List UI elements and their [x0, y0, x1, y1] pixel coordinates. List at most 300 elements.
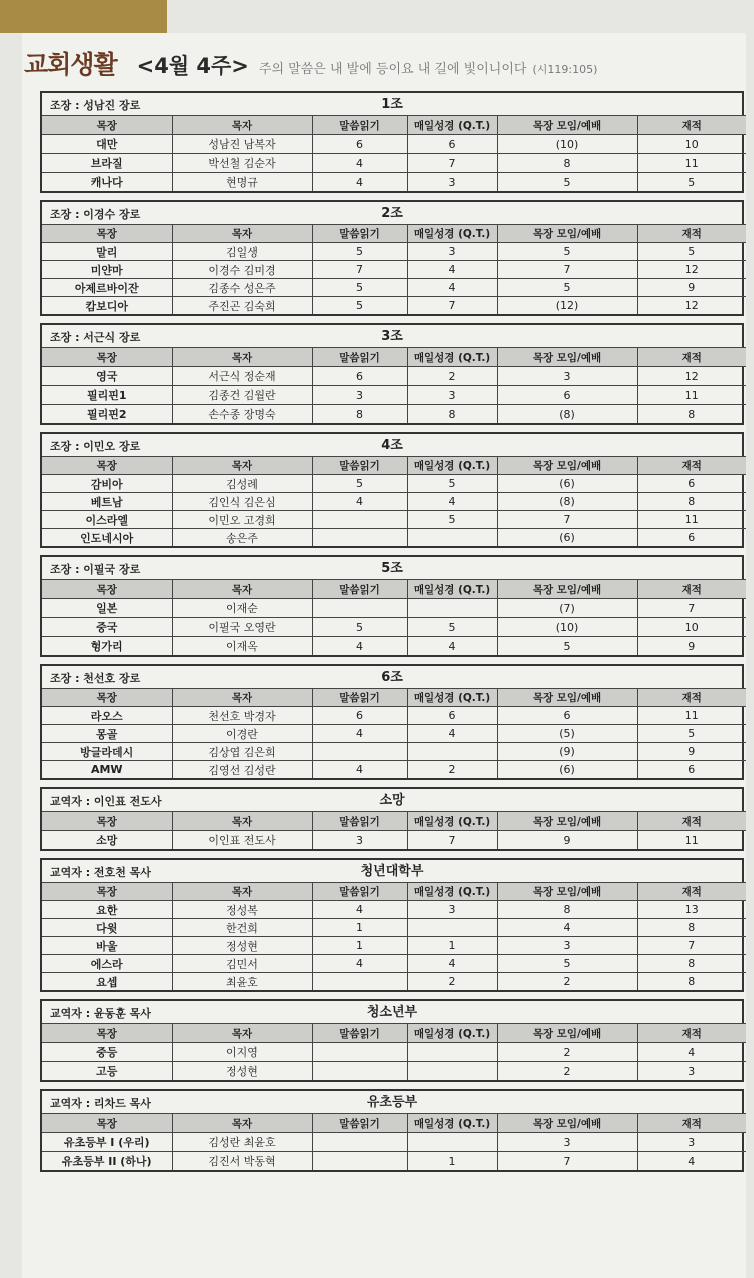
group-section: [40, 200, 744, 316]
table-header-row: [42, 580, 746, 599]
column-header: 목자: [172, 1114, 312, 1133]
column-header: 목자: [172, 812, 312, 831]
table-cell: 성남진 남복자: [172, 135, 312, 154]
table-cell: 4: [312, 725, 407, 743]
column-header: 목장: [42, 1114, 172, 1133]
table-cell: 2: [497, 1062, 637, 1081]
column-header: 목장: [42, 580, 172, 599]
group-header: [42, 666, 742, 688]
table-row: [42, 901, 746, 919]
column-header: 목자: [172, 116, 312, 135]
table-cell: 정성현: [172, 937, 312, 955]
table-cell: (10): [497, 135, 637, 154]
table-cell: 5: [407, 511, 497, 529]
table-header-row: [42, 225, 746, 243]
table-cell: 김인식 김은심: [172, 493, 312, 511]
table-cell: 이인표 전도사: [172, 831, 312, 850]
table-cell: [407, 599, 497, 618]
table-cell: 소망: [42, 831, 172, 850]
table-cell: 3: [637, 1062, 746, 1081]
table-row: [42, 493, 746, 511]
column-header: 말씀읽기: [312, 812, 407, 831]
column-header: 목자: [172, 225, 312, 243]
table-cell: 이필국 오영란: [172, 618, 312, 637]
table-cell: 6: [312, 707, 407, 725]
column-header: 매일성경 (Q.T.): [407, 116, 497, 135]
column-header: 목자: [172, 348, 312, 367]
group-section: [40, 664, 744, 780]
column-header: 재적: [637, 580, 746, 599]
group-section: [40, 91, 744, 193]
table-row: [42, 743, 746, 761]
table-header-row: [42, 1024, 746, 1043]
table-cell: 필리핀2: [42, 405, 172, 424]
table-header-row: [42, 457, 746, 475]
page-title: 교회생활: [24, 50, 117, 79]
table-cell: 이경수 김미경: [172, 261, 312, 279]
table-cell: 4: [407, 261, 497, 279]
group-section: [40, 858, 744, 992]
table-cell: 한건희: [172, 919, 312, 937]
table-cell: [312, 511, 407, 529]
table-row: [42, 955, 746, 973]
table-row: [42, 831, 746, 850]
column-header: 매일성경 (Q.T.): [407, 812, 497, 831]
table-cell: 6: [637, 529, 746, 547]
table-cell: 아제르바이잔: [42, 279, 172, 297]
table-cell: 10: [637, 135, 746, 154]
table-cell: 정성복: [172, 901, 312, 919]
group-table: [42, 579, 746, 655]
column-header: 말씀읽기: [312, 1024, 407, 1043]
table-cell: 현명규: [172, 173, 312, 192]
table-cell: 5: [497, 637, 637, 656]
column-header: 목장 모임/예배: [497, 225, 637, 243]
table-cell: 김영선 김성란: [172, 761, 312, 779]
group-name: 소망: [379, 793, 405, 808]
column-header: 매일성경 (Q.T.): [407, 1114, 497, 1133]
column-header: 목자: [172, 883, 312, 901]
table-cell: 5: [497, 279, 637, 297]
column-header: 목장: [42, 812, 172, 831]
group-header: [42, 860, 742, 882]
column-header: 말씀읽기: [312, 580, 407, 599]
column-header: 말씀읽기: [312, 1114, 407, 1133]
group-leader: 교역자 : 전호천 목사: [50, 866, 151, 879]
column-header: 재적: [637, 1114, 746, 1133]
column-header: 재적: [637, 689, 746, 707]
column-header: 목장 모임/예배: [497, 883, 637, 901]
column-header: 재적: [637, 116, 746, 135]
table-cell: 4: [407, 637, 497, 656]
table-cell: 1: [312, 919, 407, 937]
table-cell: 9: [637, 279, 746, 297]
table-cell: (6): [497, 761, 637, 779]
table-row: [42, 367, 746, 386]
group-header: [42, 1001, 742, 1023]
table-cell: 영국: [42, 367, 172, 386]
column-header: 매일성경 (Q.T.): [407, 348, 497, 367]
table-cell: 베트남: [42, 493, 172, 511]
group-table: [42, 347, 746, 423]
table-row: [42, 386, 746, 405]
group-table: [42, 811, 746, 849]
column-header: 목장 모임/예배: [497, 116, 637, 135]
table-row: [42, 937, 746, 955]
column-header: 목장: [42, 225, 172, 243]
group-section: [40, 787, 744, 851]
group-name: 1조: [381, 97, 403, 112]
table-cell: 이재순: [172, 599, 312, 618]
table-cell: 4: [637, 1152, 746, 1171]
table-row: [42, 261, 746, 279]
table-cell: 김일생: [172, 243, 312, 261]
table-cell: 4: [312, 637, 407, 656]
table-cell: 김성례: [172, 475, 312, 493]
group-leader: 조장 : 이필국 장로: [50, 563, 141, 576]
group-table: [42, 115, 746, 191]
table-cell: 미얀마: [42, 261, 172, 279]
table-cell: 중등: [42, 1043, 172, 1062]
table-cell: 6: [312, 135, 407, 154]
group-section: [40, 432, 744, 548]
column-header: 목장 모임/예배: [497, 580, 637, 599]
table-cell: [312, 1062, 407, 1081]
group-header: [42, 434, 742, 456]
table-cell: 8: [637, 405, 746, 424]
group-header: [42, 93, 742, 115]
table-cell: 주진곤 김숙희: [172, 297, 312, 315]
table-cell: 5: [312, 618, 407, 637]
column-header: 말씀읽기: [312, 116, 407, 135]
column-header: 재적: [637, 348, 746, 367]
table-cell: 4: [312, 761, 407, 779]
table-cell: 5: [497, 955, 637, 973]
group-name: 2조: [381, 206, 403, 221]
table-cell: 서근식 정순재: [172, 367, 312, 386]
table-cell: (8): [497, 405, 637, 424]
table-cell: 2: [497, 1043, 637, 1062]
column-header: 매일성경 (Q.T.): [407, 457, 497, 475]
verse-text: 주의 말씀은 내 발에 등이요 내 길에 빛이니이다: [258, 62, 527, 77]
group-section: [40, 323, 744, 425]
group-section: [40, 555, 744, 657]
table-cell: 4: [312, 955, 407, 973]
table-cell: 12: [637, 261, 746, 279]
table-row: [42, 1043, 746, 1062]
table-cell: 4: [407, 279, 497, 297]
table-cell: 3: [407, 173, 497, 192]
column-header: 매일성경 (Q.T.): [407, 689, 497, 707]
column-header: 목장: [42, 348, 172, 367]
table-row: [42, 405, 746, 424]
table-cell: 3: [407, 901, 497, 919]
column-header: 재적: [637, 457, 746, 475]
column-header: 목장: [42, 1024, 172, 1043]
table-cell: 10: [637, 618, 746, 637]
column-header: 말씀읽기: [312, 348, 407, 367]
group-leader: 조장 : 서근식 장로: [50, 331, 141, 344]
table-cell: 8: [497, 154, 637, 173]
table-cell: 7: [637, 599, 746, 618]
table-cell: 3: [637, 1133, 746, 1152]
group-header: [42, 202, 742, 224]
group-table: [42, 1023, 746, 1080]
table-cell: 7: [637, 937, 746, 955]
table-cell: 5: [312, 297, 407, 315]
table-header-row: [42, 883, 746, 901]
table-row: [42, 599, 746, 618]
table-cell: (7): [497, 599, 637, 618]
table-cell: 3: [312, 831, 407, 850]
table-row: [42, 707, 746, 725]
table-cell: (6): [497, 529, 637, 547]
column-header: 목자: [172, 689, 312, 707]
table-cell: 이스라엘: [42, 511, 172, 529]
group-header: [42, 1091, 742, 1113]
column-header: 목장 모임/예배: [497, 1024, 637, 1043]
group-table: [42, 456, 746, 546]
table-cell: 브라질: [42, 154, 172, 173]
table-cell: [312, 529, 407, 547]
table-cell: 헝가리: [42, 637, 172, 656]
table-cell: 11: [637, 154, 746, 173]
table-cell: 3: [312, 386, 407, 405]
table-cell: 김종수 성은주: [172, 279, 312, 297]
table-cell: 6: [637, 761, 746, 779]
group-header: [42, 557, 742, 579]
table-row: [42, 475, 746, 493]
table-cell: 고등: [42, 1062, 172, 1081]
table-cell: 손수종 장명숙: [172, 405, 312, 424]
table-cell: (12): [497, 297, 637, 315]
table-cell: 7: [407, 154, 497, 173]
table-cell: 4: [497, 919, 637, 937]
table-cell: 다윗: [42, 919, 172, 937]
table-cell: 7: [407, 297, 497, 315]
table-cell: 12: [637, 297, 746, 315]
table-cell: [407, 1133, 497, 1152]
column-header: 재적: [637, 225, 746, 243]
table-cell: 바울: [42, 937, 172, 955]
group-header: [42, 325, 742, 347]
table-cell: [312, 1043, 407, 1062]
table-cell: 방글라데시: [42, 743, 172, 761]
group-name: 유초등부: [366, 1095, 418, 1110]
table-cell: 4: [407, 955, 497, 973]
column-header: 목자: [172, 1024, 312, 1043]
table-cell: 7: [497, 261, 637, 279]
table-cell: 6: [497, 707, 637, 725]
column-header: 재적: [637, 1024, 746, 1043]
column-header: 목자: [172, 580, 312, 599]
table-cell: 11: [637, 831, 746, 850]
table-cell: (10): [497, 618, 637, 637]
table-header-row: [42, 689, 746, 707]
table-cell: 3: [407, 243, 497, 261]
table-cell: [312, 1133, 407, 1152]
table-cell: 5: [407, 618, 497, 637]
table-cell: 8: [497, 901, 637, 919]
table-cell: 1: [407, 1152, 497, 1171]
table-cell: 유초등부 I (우리): [42, 1133, 172, 1152]
column-header: 매일성경 (Q.T.): [407, 883, 497, 901]
group-leader: 조장 : 이경수 장로: [50, 208, 141, 221]
table-cell: 김민서: [172, 955, 312, 973]
table-row: [42, 973, 746, 991]
table-cell: 요한: [42, 901, 172, 919]
table-cell: 대만: [42, 135, 172, 154]
table-cell: 8: [312, 405, 407, 424]
table-cell: [407, 919, 497, 937]
table-cell: 6: [497, 386, 637, 405]
table-cell: 6: [407, 707, 497, 725]
table-cell: 필리핀1: [42, 386, 172, 405]
table-cell: 9: [637, 637, 746, 656]
table-cell: 이민오 고경희: [172, 511, 312, 529]
table-cell: [312, 599, 407, 618]
group-leader: 교역자 : 리차드 목사: [50, 1097, 151, 1110]
table-cell: 일본: [42, 599, 172, 618]
column-header: 말씀읽기: [312, 457, 407, 475]
group-name: 청년대학부: [360, 864, 424, 879]
column-header: 목장: [42, 116, 172, 135]
table-cell: 박선철 김순자: [172, 154, 312, 173]
table-cell: 2: [407, 367, 497, 386]
table-cell: 11: [637, 386, 746, 405]
table-cell: 4: [312, 154, 407, 173]
table-cell: 3: [407, 386, 497, 405]
table-cell: 13: [637, 901, 746, 919]
table-cell: 7: [497, 1152, 637, 1171]
table-cell: 4: [637, 1043, 746, 1062]
table-row: [42, 618, 746, 637]
table-cell: 5: [637, 243, 746, 261]
page-header: [22, 45, 746, 85]
column-header: 매일성경 (Q.T.): [407, 225, 497, 243]
brown-corner-tab: [0, 0, 167, 33]
table-cell: 5: [497, 173, 637, 192]
attendance-board: [40, 91, 744, 1179]
table-cell: 5: [312, 243, 407, 261]
group-name: 4조: [381, 438, 403, 453]
group-leader: 조장 : 이민오 장로: [50, 440, 141, 453]
table-cell: 중국: [42, 618, 172, 637]
table-cell: 6: [407, 135, 497, 154]
table-cell: 1: [407, 937, 497, 955]
table-row: [42, 173, 746, 192]
column-header: 목장 모임/예배: [497, 348, 637, 367]
table-cell: 3: [497, 937, 637, 955]
table-cell: [407, 1043, 497, 1062]
table-cell: 요셉: [42, 973, 172, 991]
table-row: [42, 243, 746, 261]
column-header: 매일성경 (Q.T.): [407, 1024, 497, 1043]
table-cell: [312, 973, 407, 991]
table-row: [42, 761, 746, 779]
group-name: 청소년부: [366, 1005, 418, 1020]
table-cell: 5: [407, 475, 497, 493]
table-cell: 이경란: [172, 725, 312, 743]
table-cell: 4: [407, 493, 497, 511]
table-cell: 송은주: [172, 529, 312, 547]
table-cell: 8: [637, 955, 746, 973]
table-cell: 라오스: [42, 707, 172, 725]
table-row: [42, 1152, 746, 1171]
column-header: 재적: [637, 812, 746, 831]
table-cell: [407, 743, 497, 761]
table-cell: 에스라: [42, 955, 172, 973]
table-cell: 12: [637, 367, 746, 386]
table-cell: (9): [497, 743, 637, 761]
table-cell: 2: [497, 973, 637, 991]
table-row: [42, 725, 746, 743]
table-cell: 8: [637, 493, 746, 511]
table-cell: 몽골: [42, 725, 172, 743]
table-cell: 3: [497, 367, 637, 386]
table-cell: (5): [497, 725, 637, 743]
table-cell: (6): [497, 475, 637, 493]
table-cell: 11: [637, 707, 746, 725]
table-cell: 9: [497, 831, 637, 850]
table-cell: 2: [407, 761, 497, 779]
table-header-row: [42, 1114, 746, 1133]
group-name: 6조: [381, 670, 403, 685]
table-cell: 인도네시아: [42, 529, 172, 547]
table-cell: 이지영: [172, 1043, 312, 1062]
table-row: [42, 135, 746, 154]
table-row: [42, 154, 746, 173]
table-cell: 9: [637, 743, 746, 761]
table-cell: 4: [312, 901, 407, 919]
column-header: 목장 모임/예배: [497, 812, 637, 831]
table-cell: 4: [312, 173, 407, 192]
table-cell: 1: [312, 937, 407, 955]
table-cell: 5: [637, 173, 746, 192]
table-row: [42, 637, 746, 656]
group-table: [42, 1113, 746, 1170]
table-cell: 8: [407, 405, 497, 424]
table-cell: 정성현: [172, 1062, 312, 1081]
table-cell: 말리: [42, 243, 172, 261]
column-header: 목장: [42, 689, 172, 707]
table-cell: 8: [637, 973, 746, 991]
table-cell: 5: [637, 725, 746, 743]
table-cell: 캄보디아: [42, 297, 172, 315]
table-cell: [407, 1062, 497, 1081]
week-label: <4월 4주>: [136, 54, 249, 78]
table-row: [42, 919, 746, 937]
table-row: [42, 297, 746, 315]
verse-reference: (시119:105): [532, 63, 598, 76]
table-header-row: [42, 812, 746, 831]
table-cell: 7: [312, 261, 407, 279]
column-header: 목장: [42, 883, 172, 901]
group-leader: 교역자 : 윤동훈 목사: [50, 1007, 151, 1020]
group-table: [42, 688, 746, 778]
table-cell: 천선호 박경자: [172, 707, 312, 725]
table-cell: 이재옥: [172, 637, 312, 656]
group-table: [42, 882, 746, 990]
table-cell: 7: [407, 831, 497, 850]
table-row: [42, 1062, 746, 1081]
group-leader: 교역자 : 이인표 전도사: [50, 795, 162, 808]
table-cell: 8: [637, 919, 746, 937]
column-header: 재적: [637, 883, 746, 901]
group-name: 3조: [381, 329, 403, 344]
table-cell: 4: [312, 493, 407, 511]
table-cell: AMW: [42, 761, 172, 779]
